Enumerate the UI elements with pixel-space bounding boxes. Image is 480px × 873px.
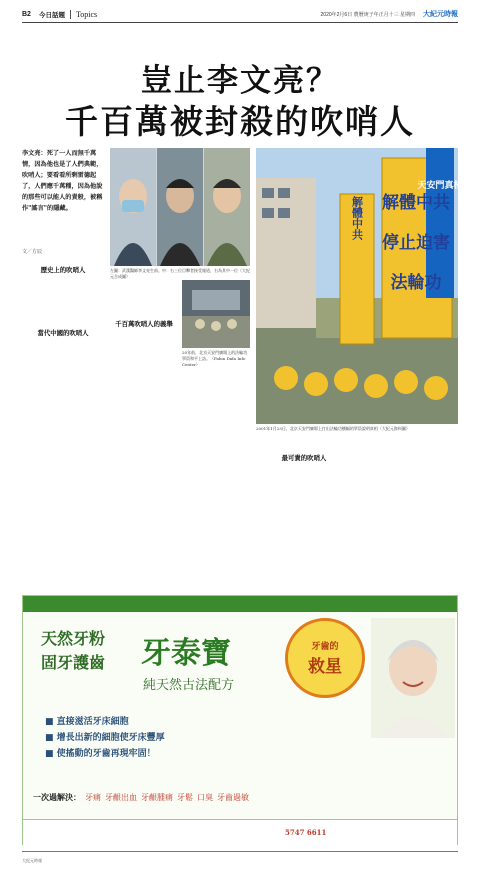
article-column-5 xyxy=(360,442,458,590)
header-rule xyxy=(22,22,458,23)
ad-brand-name: 牙泰寶 xyxy=(141,636,231,671)
ad-subtitle: 純天然古法配方 xyxy=(143,678,235,693)
ad-elderly-woman-photo xyxy=(371,618,455,738)
photo-caption-1: 左圖：武漢醫師李文亮生前。中：右三位目擊者接受報道，右為其中一位（大紀元合成圖） xyxy=(110,268,250,279)
ad-hotline: 5747 6611 xyxy=(285,828,327,837)
ad-solves-row xyxy=(33,792,253,803)
ad-badge xyxy=(285,618,365,698)
newspaper-brand: 大紀元時報 xyxy=(423,9,458,18)
subhead-precious: 最可貴的吹哨人 xyxy=(281,453,327,462)
ad-top-band xyxy=(23,596,457,612)
article-column-2 xyxy=(110,280,178,590)
ad-title-2: 固牙護齒 xyxy=(41,653,106,672)
page-footer xyxy=(22,851,458,869)
ad-bullet-2: ■ 增長出新的細胞使牙床豐厚 xyxy=(45,733,165,743)
article-column-3 xyxy=(182,372,250,590)
portraits-photo xyxy=(110,148,250,266)
ad-solves-item-5: 口臭 xyxy=(197,793,213,802)
toothpowder-advertisement xyxy=(22,595,458,845)
topics-label: Topics xyxy=(75,9,98,19)
ad-badge-line-2: 救星 xyxy=(308,657,342,677)
subhead-history: 歷史上的吹哨人 xyxy=(40,266,86,274)
banner-text-side: 解體中共 xyxy=(350,196,364,240)
ad-solves-item-1: 牙痛 xyxy=(85,793,101,802)
ad-bullets xyxy=(45,714,165,762)
article-lede: 李文亮：死了一人而無千萬情，因為他也是了人們典範，吹哨人；要看看所剩雷德起了，人們應千萬種，因為他說的那些可以能人的責般，被稱作"謠言"的隱藏。 xyxy=(22,150,103,212)
article-column-1 xyxy=(22,262,104,590)
square-photo xyxy=(182,280,250,348)
issue-date: 2020年2月6日 農曆庚子年正月十三 星期四 xyxy=(320,11,415,18)
ad-solves-item-4: 牙鬆 xyxy=(177,793,193,802)
banner-text-3: 法輪功 xyxy=(390,273,442,293)
ad-solves-label: 一次過解決： xyxy=(33,792,81,802)
banner-text-1: 解體中共 xyxy=(382,193,450,213)
ad-solves-item-3: 牙齦腫痛 xyxy=(141,793,173,802)
subhead-thousands: 千百萬吹哨人的義舉 xyxy=(115,320,173,329)
subhead-contemporary: 當代中國的吹哨人 xyxy=(37,328,89,337)
footer-brand: 大紀元時報 xyxy=(22,857,42,863)
headline-line-1: 豈止李文亮？ xyxy=(141,63,339,99)
ad-bullet-3: ■ 使搖動的牙齒再現牢固！ xyxy=(45,749,156,759)
byline: 文／方辰 xyxy=(22,249,43,255)
ad-title-1: 天然牙粉 xyxy=(41,629,106,648)
section-name: 今日話題 xyxy=(38,10,65,19)
banner-text-2: 停止迫害 xyxy=(382,233,450,253)
header-divider xyxy=(70,10,71,19)
ad-bullet-1: ■ 直接滋活牙床細胞 xyxy=(45,717,129,727)
ad-contact-band xyxy=(23,819,457,846)
page-header xyxy=(22,7,458,21)
banner-text-top: 天安門真相 xyxy=(417,181,463,191)
ad-solves-item-6: 牙齒過敏 xyxy=(217,793,249,802)
photo-caption-3: 2001年1月23日，北京天安門廣場上打出法輪功橫幅的學員說明真相（大紀元資料圖） xyxy=(256,426,410,431)
headline-line-2: 千百萬被封殺的吹哨人 xyxy=(65,102,415,141)
article-column-4 xyxy=(256,442,352,590)
page-number: B2 xyxy=(22,10,31,18)
portraits-illustration xyxy=(110,148,250,266)
ad-badge-line-1: 牙齒的 xyxy=(311,642,339,652)
square-photo-illustration xyxy=(182,280,250,348)
photo-caption-2: 20年前，北京天安門廣場上的法輪功學員和平上訪。（Falun Dafa Info Center） xyxy=(182,350,248,367)
ad-solves-item-2: 牙齦出血 xyxy=(105,793,137,802)
